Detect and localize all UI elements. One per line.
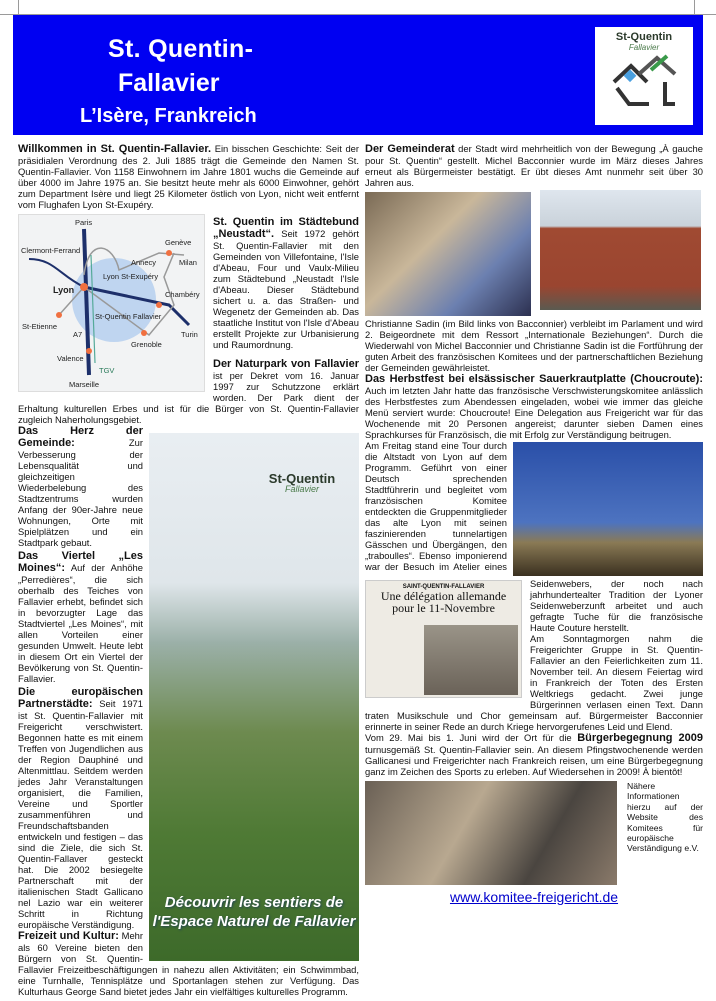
map-label: St-Quentin Fallavier — [95, 312, 162, 321]
map-label: Lyon St-Exupéry — [103, 272, 159, 281]
map-label: Lyon — [53, 285, 75, 295]
intro-heading: Willkommen in St. Quentin-Fallavier. — [18, 143, 212, 155]
naturpark-text: ist per Dekret vom 16. Januar 1997 zur Schutzzone erklärt worden. Der Park dient der Erhaltung kulturellen Erbes und ist für die Bürger von St. Quentin-Fallavier zugleich Naherholungsgebiet. — [18, 370, 359, 425]
photo-town-hall — [540, 190, 701, 310]
partner-heading: Die europäischen Partnerstädte: — [18, 686, 143, 710]
nature-park-brochure-image — [149, 433, 359, 961]
intro-text: Ein bisschen Geschichte: Seit der präsidialen Verordnung des 2. Juli 1885 trägt die Gemeinde den Namen St. Quentin-Fallavier. Von 1158 Einwohnern im Jahre 1801 wuchs die Gemeinde auf über 4000 im Jahre 1975 an. Sie besitzt heute mehr als 6000 Einwohner, gehört zum Department Isère und liegt 25 Kilometer östlich von Lyon, nicht weit entfernt vom Flughafen Lyon St-Exupéry. — [18, 143, 359, 210]
map-label: Valence — [57, 354, 84, 363]
map-label: Clermont-Ferrand — [21, 246, 81, 255]
begegnung-pre: Vom 29. Mai bis 1. Juni wird der Ort für die — [365, 732, 578, 743]
title-line2: Fallavier — [118, 69, 220, 97]
begegnung-text: turnusgemäß St. Quentin-Fallavier sein. An diesem Pfingstwochenende werden Gallicanesi und Freigerichter nach Frankreich reisen, um eine Bürgerbegegnung ganz im Zeichen des Sports zu erleben. Auf Wiedersehen in 2009! À bientôt! — [365, 744, 703, 777]
freizeit-text: Mehr als 60 Vereine bieten den Bürgern von St. Quentin-Fallavier Freizeitbeschäftigungen in nahezu allen Aktivitäten; ein Schwimmbad, eine Turnhalle, Tennisplätze und Sportanlagen stehen zur Verfügung. Das Kulturhaus George Sand bietet jedes Jahr ein vielfältiges kulturelles Programm. — [18, 930, 359, 997]
freizeit-heading: Freizeit und Kultur: — [18, 930, 119, 942]
photo-sadin-bacconnier — [365, 192, 531, 316]
gemeinderat-text: der Stadt wird mehrheitlich von der Bewegung „À gauche pour St. Quentin“ gestellt. Michel Bacconnier wurde im März dieses Jahres erneut als Bürgermeister bestätigt. Er übt dieses Amt nunmehr seit über 30 Jahren aus. — [365, 143, 703, 188]
houses-icon — [609, 52, 679, 108]
map-label: TGV — [99, 366, 115, 375]
staedtebund-text: Seit 1972 gehört St. Quentin-Fallavier mit den Gemeinden von Villefontaine, l'Isle d'Abeau, Four und Vaulx-Milieu zum Städtebund „Neustadt l'Isle d'Abeau. Dieser Städtebund sichert u. a. das Straßen- und Wegenetz der Gemeinden ab. Das staatliche Institut von l'Isle d'Abeau erstellt Projekte zur Urbanisierung und Raumordnung. — [213, 228, 359, 350]
moines-heading: Das Viertel „Les Moines“: — [18, 550, 143, 574]
page-margin-mark — [18, 0, 19, 14]
logo-text: St-Quentin — [615, 31, 673, 43]
intro-paragraph — [18, 143, 359, 210]
map-label: Annecy — [131, 258, 157, 267]
herz-heading: Das Herz der Gemeinde: — [18, 425, 143, 449]
partner-text: Seit 1971 ist St. Quentin-Fallavier mit Freigericht verschwistert. Begonnen hatte es mit einem Treffen von Jugendlichen aus der Region Dauphiné und Altenmittlau. Seitdem werden jedes Jahr Veranstaltungen organisiert, die Familien, Vereine und Sportler zusammenführen und Freundschaftsbanden entwickeln und festigen – das sind die Ziele, die sich St. Quentin-Fallaver gesteckt hat. Die 2002 besiegelte Partnerschaft mit der italienischen Stadt Gallicano nel Lazio war ein weiterer Schritt in Richtung europäische Verständigung. — [18, 698, 143, 930]
region-map — [18, 214, 205, 392]
begegnung-heading: Bürgerbegegnung 2009 — [577, 732, 703, 744]
freitag-paragraph: Am Freitag stand eine Tour durch die Altstadt von Lyon auf dem Programm. Geführt von einer Deutsch sprechenden Stadtführerin und begleitet vom französischen Komitee entdeckten die Gruppenmitglieder das alte Lyon mit seinen faszinierenden tunnelartigen Gässchen und Übergängen, den „traboulles“. Ebenso imponierend war der Besuch im Atelier eines Seidenwebers, der noch nach jahrhundertealter Tradition der Lyoner Seidenweberzunft arbeitet und auch gefragte Tuche für die französische Haute Couture herstellt. — [365, 440, 703, 633]
herbstfest-heading: Das Herbstfest bei elsässischer Sauerkrautplatte (Choucroute): — [365, 373, 703, 385]
begegnung-paragraph — [365, 732, 703, 777]
photo-lyon-basilica — [513, 442, 703, 576]
herbstfest-paragraph — [365, 373, 703, 440]
header-banner — [13, 15, 703, 135]
clipping-headline: Une délégation allemande pour le 11-Novembre — [380, 589, 507, 615]
sadin-paragraph: Christianne Sadin (im Bild links von Bacconnier) verbleibt im Parlament und wird 2. Beigeordnete mit dem Ressort „Internationale Beziehungen“. Durch die Wiederwahl von Michel Bacconnier und Christianne Sadin ist die Fortführung der guten Arbeit des französischen Komitees und der partnerschaftlichen Beziehung der Gemeinden gewährleistet. — [365, 318, 703, 373]
map-label: Marseille — [69, 380, 100, 389]
map-label: St-Etienne — [22, 322, 58, 331]
gemeinderat-heading: Der Gemeinderat — [365, 143, 455, 155]
clipping-kicker: SAINT-QUENTIN-FALLAVIER — [402, 584, 485, 590]
gemeinderat-paragraph — [365, 143, 703, 188]
brochure-caption: Découvrir les sentiers de l'Espace Naturel de Fallavier — [152, 894, 356, 930]
moines-text: Auf der Anhöhe „Perredières“, die sich oberhalb des Teiches von Fallavier erhebt, befindet sich in bevorzugter Lage das Stadtviertel „Les Moines“, mit allen Vorteilen einer gesunden Umwelt. Heute lebt in diesem Ort ein Viertel der Bevölkerung von St. Quentin-Fallavier. — [18, 562, 143, 684]
brochure-logo-subtext: Fallavier — [284, 484, 319, 494]
map-label: Chambéry — [165, 290, 200, 299]
town-logo — [595, 27, 693, 125]
map-label: Paris — [75, 218, 93, 227]
herz-text: Zur Verbesserung der Lebensqualität und gleichzeitigen Wiederbelebung des Stadtzentrums wurden Anfang der 90er-Jahre neue Wohnungen, Orte mit Spielplätzen und ein Stadtpark gebaut. — [18, 437, 143, 548]
naturpark-heading: Der Naturpark von Fallavier — [213, 358, 359, 370]
left-column — [18, 143, 359, 997]
photo-crowd — [365, 781, 617, 885]
herbstfest-text: Auch im letzten Jahr hatte das französische Verschwisterungskomitee anlässlich des Herbstfestes zum Abendessen eingeladen, wobei wie immer das gleiche Menü serviert wurde: Choucroute! Eine Delegation aus Freigericht war für das Wochenende mit 20 Personen angereist; darunter sieben Damen eines Sprachkurses für Französisch, die mit Erfolg zur Verständigung beitrugen. — [365, 385, 703, 440]
page-margin-mark — [694, 0, 695, 14]
brochure-logo-text: St-Quentin — [268, 471, 336, 486]
staedtebund-heading: St. Quentin im Städtebund „Neustadt“. — [213, 216, 359, 240]
map-label: A7 — [73, 330, 83, 339]
subtitle: L’Isère, Frankreich — [80, 105, 257, 127]
map-label: Milan — [179, 258, 197, 267]
sonntag-paragraph: Am Sonntagmorgen nahm die Freigerichter Gruppe in St. Quentin-Fallavier an den Feierlichkeiten zum 11. November teil. An diesem Feiertag wird in Frankreich der Toten des Ersten Weltkriegs gedacht. Zwei junge Bürgerinnen verlasen einen Text. Dann traten Musikschule und Chor gemeinsam auf. Bürgermeister Bacconnier erinnerte in seiner Rede an durch Kriege hervorgerufenes Leid und Elend. — [365, 633, 703, 732]
right-column — [365, 143, 703, 906]
logo-subtext: Fallavier — [628, 43, 660, 52]
newspaper-clipping — [365, 580, 522, 698]
map-label: Grenoble — [131, 340, 162, 349]
info-note: Nähere Informationen hierzu auf der Website des Komitees für europäische Verständigung e.V. — [627, 781, 703, 854]
website-link[interactable]: www.komitee-freigericht.de — [449, 889, 619, 905]
map-label: Turin — [181, 330, 198, 339]
title-line1: St. Quentin- — [108, 35, 254, 63]
map-label: Genève — [165, 238, 192, 247]
